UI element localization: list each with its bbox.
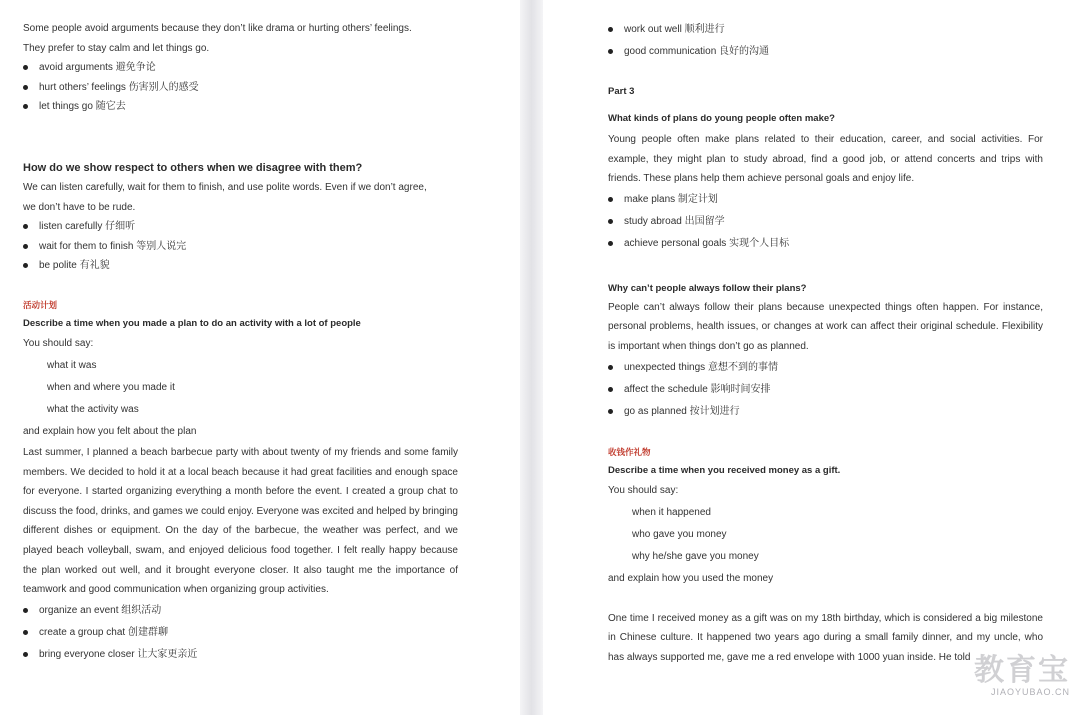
respect-line-1: We can listen carefully, wait for them to finish, and use polite words. Even if we don’t agree, [23, 181, 427, 193]
bullet-icon [608, 387, 613, 392]
part-label: Part 3 [608, 86, 635, 97]
sample-answer: Last summer, I planned a beach barbecue party with about twenty of my friends and some family members. We decided to hold it at a local beach because it had great facilities and enough space for everyone. I started organizing everything a month before the event. I created a group chat to discuss the food, drinks, and games we could enjoy. Everyone was excited and helped by bringing different dishes or equipment. On the day of the barbecue, the weather was perfect, and we played beach volleyball, swam, and enjoyed delicious food together. I felt really happy because the plan worked out well, and it brought everyone closer. It also taught me the importance of teamwork and good communication when organizing group activities. [23, 446, 458, 596]
explain-line: and explain how you felt about the plan [23, 425, 197, 437]
list-item: be polite 有礼貌 [23, 256, 458, 276]
list-item: wait for them to finish 等别人说完 [23, 237, 458, 257]
should-say-label: You should say: [608, 484, 679, 496]
list-item: make plans 制定计划 [608, 189, 1043, 211]
vocab-list-top [608, 19, 1043, 63]
prompt-item: what the activity was [47, 403, 139, 415]
bullet-icon [23, 263, 28, 268]
list-item: bring everyone closer 让大家更亲近 [23, 644, 458, 666]
watermark-text: 教育宝 [974, 654, 1070, 687]
list-item: study abroad 出国留学 [608, 211, 1043, 233]
page-gutter [520, 0, 543, 715]
topic-title: Describe a time when you made a plan to do an activity with a lot of people [23, 317, 361, 329]
bullet-icon [608, 197, 613, 202]
list-item: create a group chat 创建群聊 [23, 622, 458, 644]
prompt-item: when it happened [632, 506, 711, 518]
vocab-list-respect [23, 217, 458, 276]
bullet-icon [23, 224, 28, 229]
left-page [0, 0, 520, 715]
list-item: hurt others’ feelings 伤害别人的感受 [23, 78, 458, 98]
right-page [543, 0, 1080, 715]
prompt-item: when and where you made it [47, 381, 175, 393]
bullet-icon [23, 244, 28, 249]
follow-answer: People can’t always follow their plans because unexpected things often happen. For instance, personal problems, health issues, or changes at work can affect their original schedule. Flexibility is important when things don’t go as planned. [608, 301, 1043, 352]
vocab-list-event [23, 600, 458, 666]
intro-line-2: They prefer to stay calm and let things go. [23, 42, 210, 54]
bullet-icon [608, 49, 613, 54]
topic-title: Describe a time when you received money as a gift. [608, 464, 841, 476]
list-item: unexpected things 意想不到的事情 [608, 357, 1043, 379]
watermark-logo [974, 655, 1070, 697]
list-item: achieve personal goals 实现个人目标 [608, 233, 1043, 255]
question-respect: How do we show respect to others when we disagree with them? [23, 161, 363, 174]
list-item: organize an event 组织活动 [23, 600, 458, 622]
bullet-icon [608, 241, 613, 246]
list-item: affect the schedule 影响时间安排 [608, 379, 1043, 401]
sample-answer: One time I received money as a gift was on my 18th birthday, which is considered a big milestone in Chinese culture. It happened two years ago during a small family dinner, and my uncle, who has always supported me, gave me a red envelope with 1000 yuan inside. He told [608, 612, 1043, 663]
watermark-url: JIAOYUBAO.CN [990, 687, 1070, 697]
prompt-item: who gave you money [632, 528, 727, 540]
bullet-icon [23, 65, 28, 70]
explain-line: and explain how you used the money [608, 572, 774, 584]
bullet-icon [608, 27, 613, 32]
list-item: good communication 良好的沟通 [608, 41, 1043, 63]
bullet-icon [608, 219, 613, 224]
bullet-icon [23, 608, 28, 613]
bullet-icon [608, 409, 613, 414]
list-item: listen carefully 仔细听 [23, 217, 458, 237]
vocab-list-avoid [23, 58, 458, 117]
should-say-label: You should say: [23, 337, 94, 349]
vocab-list-follow [608, 357, 1043, 423]
bullet-icon [23, 652, 28, 657]
bullet-icon [23, 104, 28, 109]
intro-line-1: Some people avoid arguments because they don’t like drama or hurting others’ feelings. [23, 23, 412, 34]
section-tag-activity: 活动计划 [23, 299, 58, 310]
bullet-icon [23, 85, 28, 90]
list-item: work out well 顺利进行 [608, 19, 1043, 41]
section-tag-gift: 收钱作礼物 [608, 446, 651, 457]
bullet-icon [23, 630, 28, 635]
list-item: go as planned 按计划进行 [608, 401, 1043, 423]
vocab-list-plans [608, 189, 1043, 255]
list-item: avoid arguments 避免争论 [23, 58, 458, 78]
list-item: let things go 随它去 [23, 97, 458, 117]
prompt-item: why he/she gave you money [632, 550, 759, 562]
bullet-icon [608, 365, 613, 370]
question-plans: What kinds of plans do young people often make? [608, 113, 835, 124]
respect-line-2: we don’t have to be rude. [23, 201, 136, 213]
prompt-item: what it was [47, 359, 97, 371]
plans-answer: Young people often make plans related to their education, career, and social activities. For example, they might plan to study abroad, find a good job, or attend concerts and trips with friends. These plans help them achieve personal goals and enjoy life. [608, 134, 1043, 185]
question-follow: Why can’t people always follow their plans? [608, 282, 807, 294]
